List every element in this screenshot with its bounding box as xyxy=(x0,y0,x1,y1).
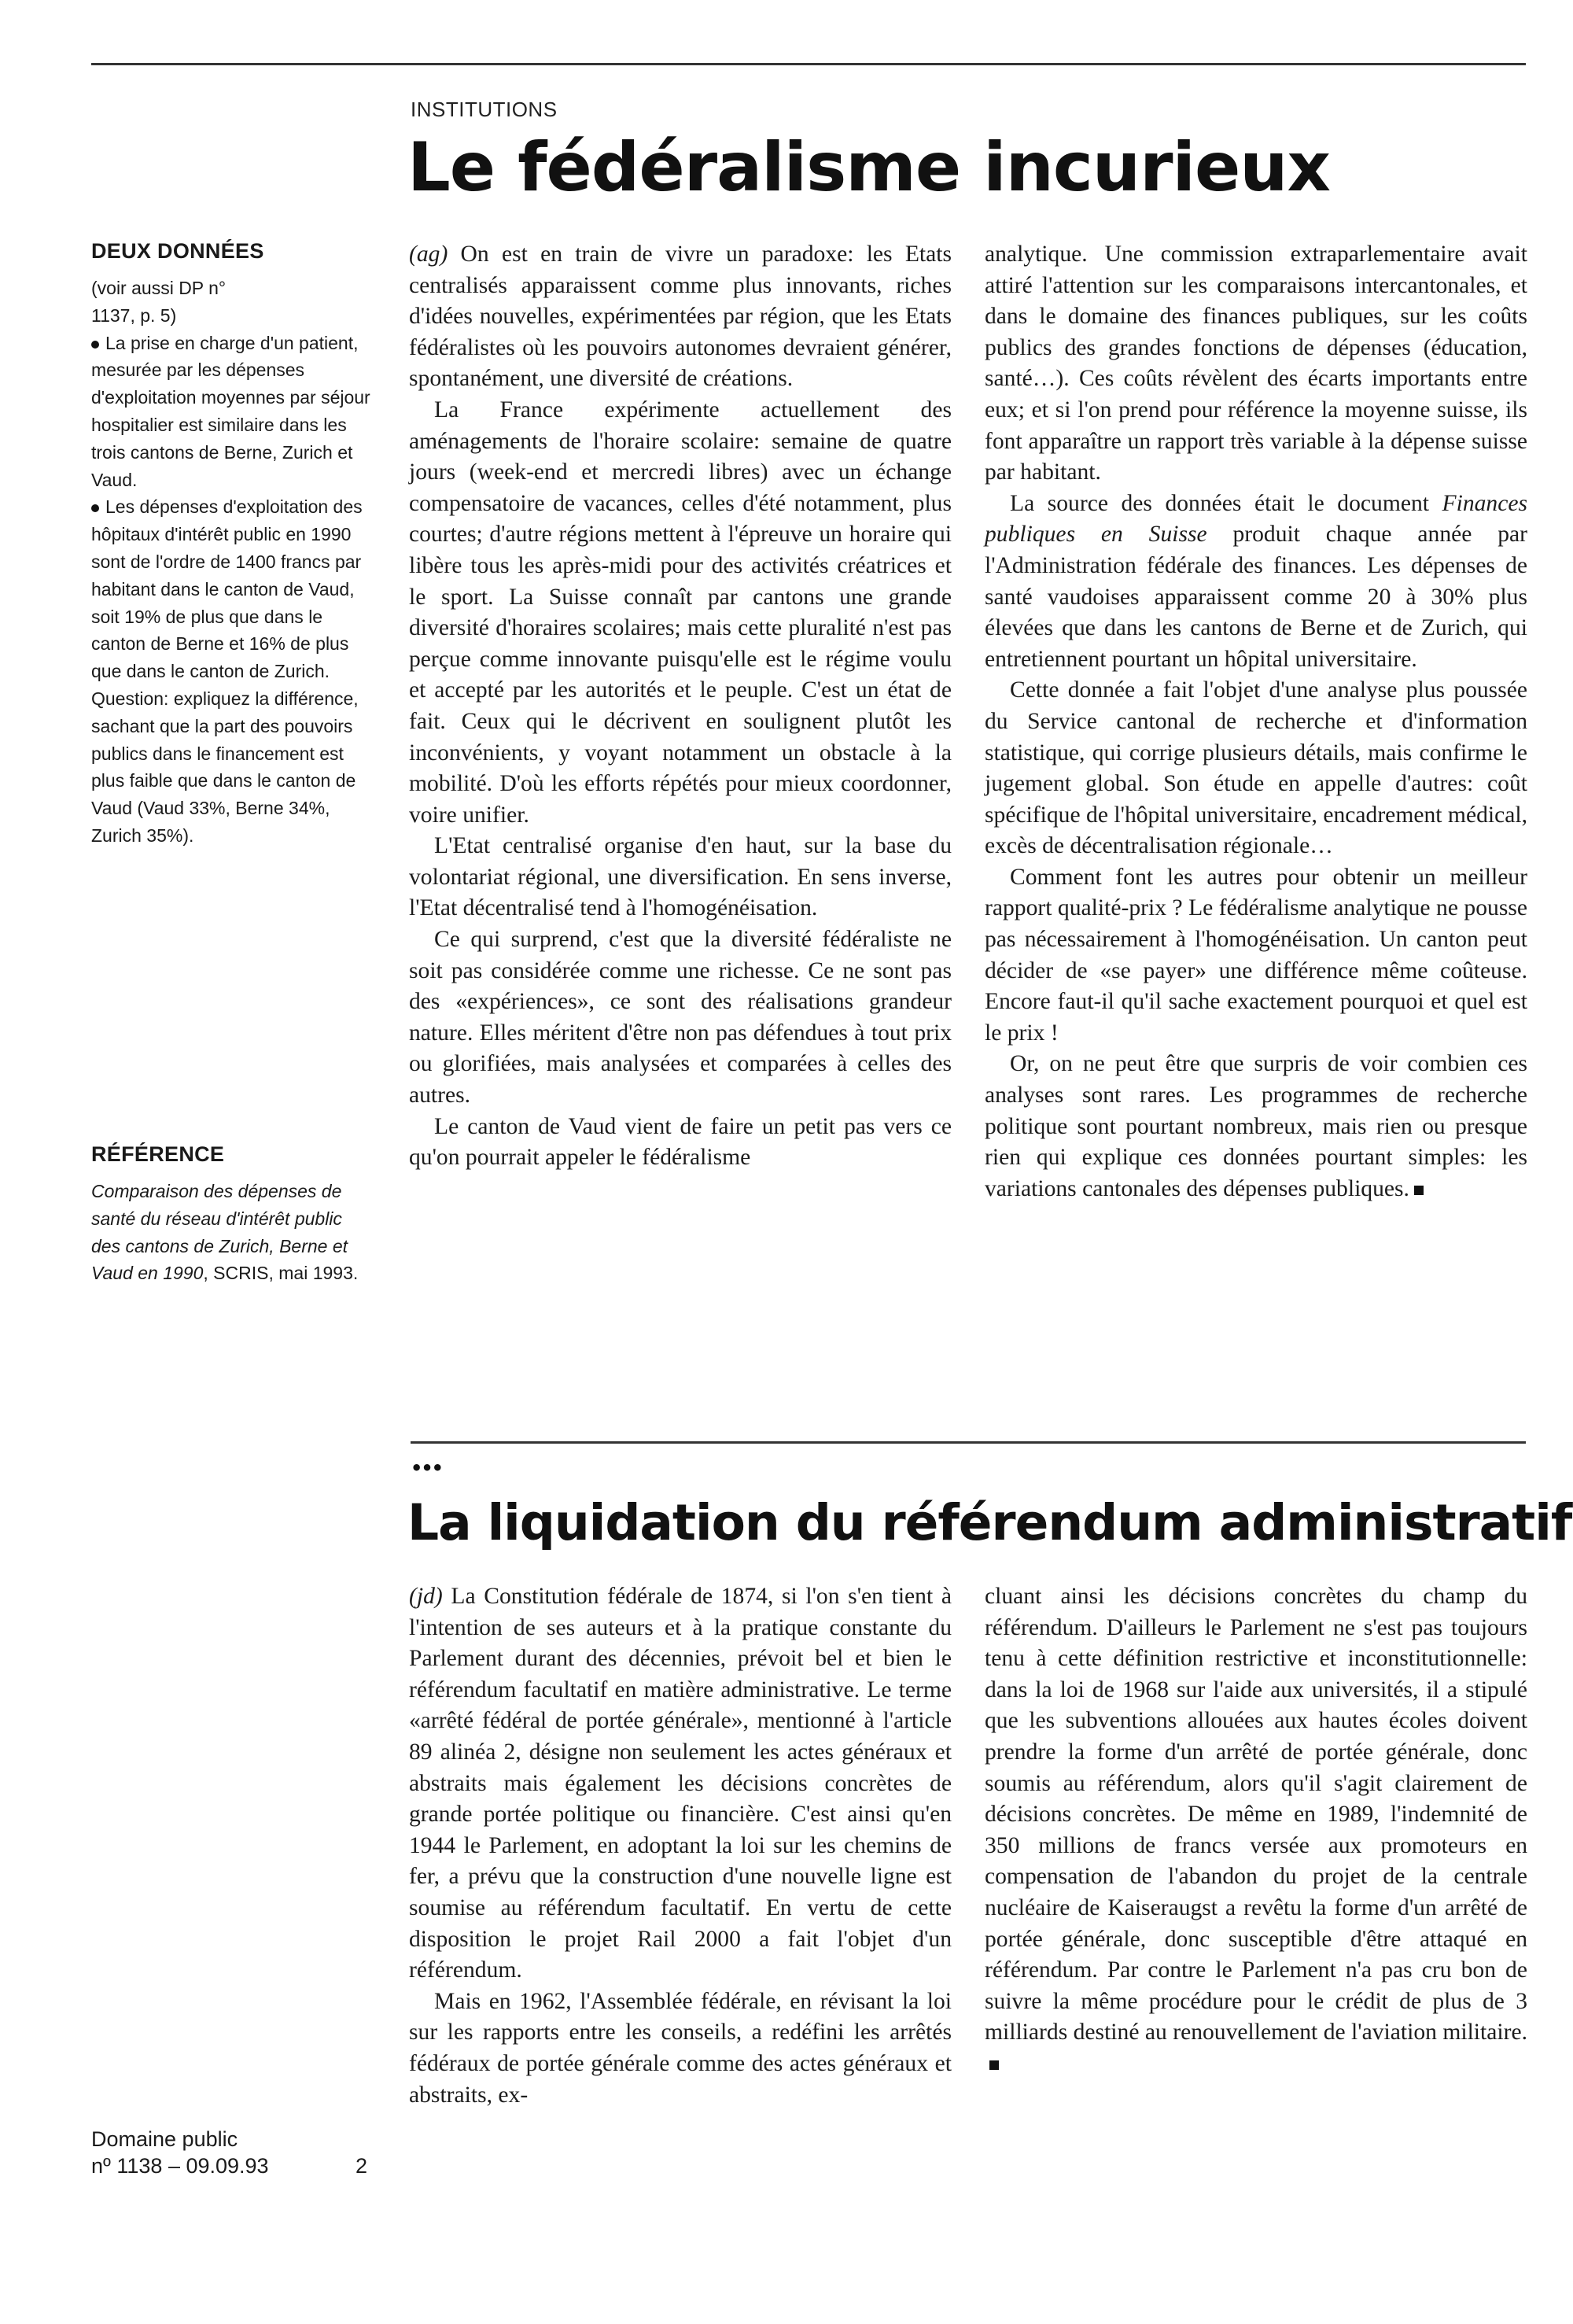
reference-source: , SCRIS, mai 1993. xyxy=(203,1263,359,1284)
sidebar-heading: DEUX DONNÉES xyxy=(91,239,264,263)
article1-paragraph: La France expérimente actuellement des aménagements de l'horaire scolaire: semaine de quatre jours (week-end et mercredi libres) avec un échange compensatoire de vacances, celles d'été notamment, plus courtes; d'autre régions mettent à l'épreuve un horaire qui libère tous les après-midi pour des activités créatrices et le sport. La Suisse connaît par cantons une grande diversité d'horaires scolaires; mais cette pluralité n'est pas perçue comme innovante puisqu'elle est le régime voulu et accepté par les autorités et le peuple. C'est un état de fait. Ceux qui le décrivent en soulignent plutôt les inconvénients, y voyant notamment un obstacle à la mobilité. D'où les efforts répétés pour mieux coordonner, voire unifier. xyxy=(409,397,952,828)
footer-issue: nº 1138 – 09.09.93 xyxy=(91,2154,269,2178)
top-rule xyxy=(91,63,1526,65)
article1-column-1 xyxy=(409,239,952,1174)
article1-paragraph: analytique. Une commission extraparlementaire avait attiré l'attention sur les comparaisons intercantonales, et dans le domaine des finances publiques, sur les coûts publics des grandes fonctions de dépenses (éducation, santé…). Ces coûts révèlent des écarts importants entre eux; et si l'on prend pour référence la moyenne suisse, ils font apparaître un rapport très variable à la dépense suisse par habitant. xyxy=(985,242,1527,485)
bullet-icon xyxy=(91,504,99,512)
article1-byline: (ag) xyxy=(409,242,448,267)
article1-paragraph: Comment font les autres pour obtenir un meilleur rapport qualité-prix ? Le fédéralisme analytique ne pousse pas nécessairement à l'homogénéisation. Un canton peut décider de «se payer» une différence même coûteuse. Encore faut-il qu'il sache exactement pourquoi et quel est le prix ! xyxy=(985,864,1527,1046)
reference-box xyxy=(91,1142,374,1287)
page-number: 2 xyxy=(355,2154,368,2178)
article2-title: La liquidation du référendum administratif xyxy=(407,1494,1572,1551)
reference-text xyxy=(91,1178,374,1287)
article1-paragraph: Or, on ne peut être que surpris de voir combien ces analyses sont rares. Les programmes de recherche politique sont pourtant nombreux, mais rien ou presque rien qui explique ces données pourtant simples: les variations cantonales des dépenses publiques. xyxy=(985,1051,1527,1201)
sidebar-fact-2-text: Les dépenses d'exploitation des hôpitaux d'intérêt public en 1990 sont de l'ordre de 1400 francs par habitant dans le canton de Vaud, soit 19% de plus que dans le canton de Berne et 16% de plus que dans le canton de Zurich. xyxy=(91,496,363,682)
article1-paragraph: (ag) On est en train de vivre un paradoxe: les Etats centralisés apparaissent comme plus innovants, riches d'idées nouvelles, expérimentées par région, que les Etats fédéralistes où les pouvoirs autonomes devraient générer, spontanément, une diversité de créations. xyxy=(409,242,952,392)
article2-byline: (jd) xyxy=(409,1584,443,1609)
article1-paragraph: L'Etat centralisé organise d'en haut, sur la base du volontariat régional, une diversification. En sens inverse, l'Etat décentralisé tend à l'homogénéisation. xyxy=(409,833,952,921)
sidebar-see-also: (voir aussi DP n° 1137, p. 5) xyxy=(91,278,227,326)
article2-column-2 xyxy=(985,1581,1527,2080)
sidebar-question: Question: expliquez la différence, sachant que la part des pouvoirs publics dans le financement est plus faible que dans le canton de Vaud (Vaud 33%, Berne 34%, Zurich 35%). xyxy=(91,688,359,846)
section-rule xyxy=(411,1441,1526,1444)
sidebar-fact-2 xyxy=(91,493,374,685)
end-mark-icon xyxy=(1414,1186,1424,1195)
footer-publication: Domaine public xyxy=(91,2127,238,2151)
sidebar xyxy=(91,239,374,850)
article1-paragraph: Ce qui surprend, c'est que la diversité fédéraliste ne soit pas considérée comme une richesse. Ce ne sont pas des «expériences», ce sont des réalisations grandeur nature. Elles méritent d'être non pas défendues à tout prix ou glorifiées, mais analysées et comparées à celles des autres. xyxy=(409,927,952,1109)
article1-paragraph: La source des données était le document Finances publiques en Suisse produit chaque année par l'Administration fédérale des finances. Les dépenses de santé vaudoises apparaissent comme 20 à 30% plus élevées que dans les cantons de Berne et de Zurich, qui entretiennent pourtant un hôpital universitaire. xyxy=(985,490,1527,672)
sidebar-fact-1 xyxy=(91,330,374,494)
sidebar-fact-1-text: La prise en charge d'un patient, mesurée par les dépenses d'exploitation moyennes par séjour hospitalier est similaire dans les trois cantons de Berne, Zurich et Vaud. xyxy=(91,332,370,490)
source-document-title: Finances publiques en Suisse xyxy=(985,490,1527,548)
bullet-icon xyxy=(91,341,99,349)
article2-paragraph: (jd) La Constitution fédérale de 1874, si l'on s'en tient à l'intention de ses auteurs et à la pratique constante du Parlement durant des décennies, prévoit bel et bien le référendum facultatif en matière administrative. Le terme «arrêté fédéral de portée générale», mentionné à l'article 89 alinéa 2, désigne non seulement les actes généraux et abstraits mais également les décisions concrètes de grande portée politique ou financière. C'est ainsi qu'en 1944 le Parlement, en adoptant la loi sur les chemins de fer, a prévu que la construction d'une nouvelle ligne est soumise au référendum facultatif. En vertu de cette disposition le projet Rail 2000 a fait l'objet d'un référendum. xyxy=(409,1584,952,1983)
article-title: Le fédéralisme incurieux xyxy=(407,128,1330,207)
section-marker: ••• xyxy=(411,1457,443,1479)
section-kicker: INSTITUTIONS xyxy=(411,98,558,121)
article1-paragraph: Cette donnée a fait l'objet d'une analyse plus poussée du Service cantonal de recherche et d'information statistique, qui corrige plusieurs détails, mais confirme le jugement global. Son étude en appelle d'autres: coût spécifique de l'hôpital universitaire, encadrement médical, excès de décentralisation régionale… xyxy=(985,677,1527,859)
article1-column-2 xyxy=(985,239,1527,1204)
article2-paragraph: Mais en 1962, l'Assemblée fédérale, en révisant la loi sur les rapports entre les conseils, a redéfini les arrêtés fédéraux de portée générale comme des actes généraux et abstraits, ex- xyxy=(409,1988,952,2108)
end-mark-icon xyxy=(989,2060,999,2070)
reference-heading: RÉFÉRENCE xyxy=(91,1142,225,1166)
article1-paragraph: Le canton de Vaud vient de faire un petit pas vers ce qu'on pourrait appeler le fédéralisme xyxy=(409,1113,952,1171)
article2-column-1 xyxy=(409,1581,952,2111)
reference-title: Comparaison des dépenses de santé du réseau d'intérêt public des cantons de Zurich, Berne et Vaud en 1990 xyxy=(91,1181,348,1284)
article2-paragraph: cluant ainsi les décisions concrètes du champ du référendum. D'ailleurs le Parlement ne s'est pas toujours tenu à cette définition restrictive et inconstitutionnelle: dans la loi de 1968 sur l'aide aux universités, il a stipulé que les subventions allouées aux hautes écoles doivent prendre la forme d'un arrêté de portée générale, donc soumis au référendum, alors qu'il s'agit clairement de décisions concrètes. De même en 1989, l'indemnité de 350 millions de francs versée aux promoteurs en compensation de l'abandon du projet de la centrale nucléaire de Kaiseraugst a revêtu la forme d'un arrêté de portée générale, donc susceptible d'être attaqué en référendum. Par contre le Parlement n'a pas cru bon de suivre la même procédure pour le crédit de plus de 3 milliards destiné au renouvellement de l'aviation militaire. xyxy=(985,1581,1527,2080)
